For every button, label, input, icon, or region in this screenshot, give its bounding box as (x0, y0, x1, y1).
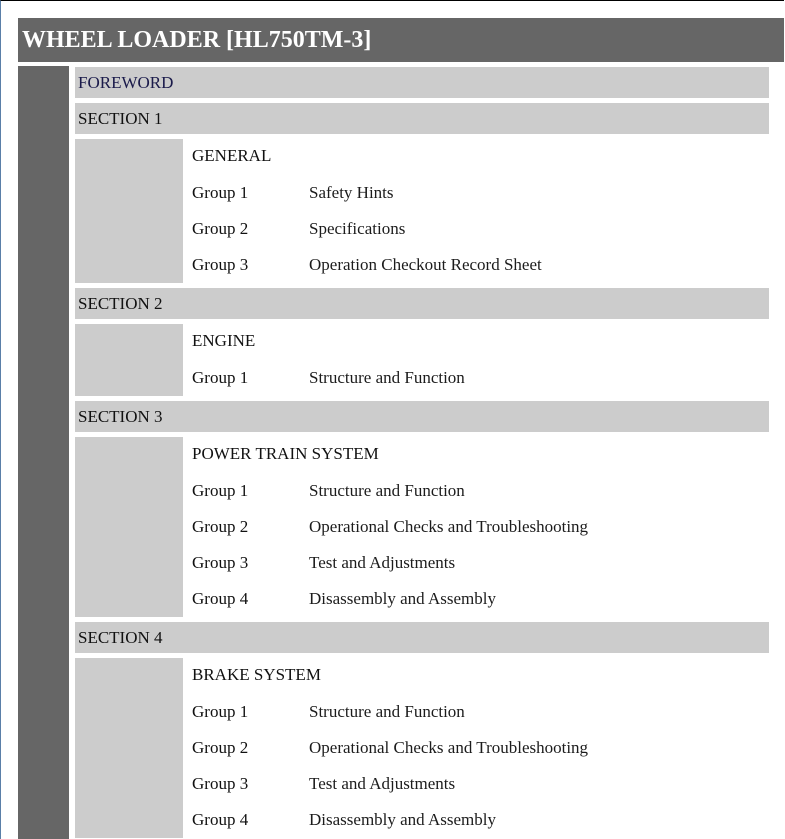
group-topic-link[interactable]: Test and Adjustments (309, 553, 456, 572)
group-topic-link[interactable]: Disassembly and Assembly (309, 810, 496, 829)
section-3-body (75, 437, 769, 617)
group-row[interactable] (192, 175, 769, 211)
group-row[interactable] (192, 360, 769, 396)
group-topic-link[interactable]: Structure and Function (309, 702, 465, 721)
group-topic-link[interactable]: Disassembly and Assembly (309, 589, 496, 608)
table-of-contents (75, 67, 769, 839)
section-4-body (75, 658, 769, 838)
section-3-header: SECTION 3 (75, 401, 769, 432)
group-topic-link[interactable]: Specifications (309, 219, 406, 238)
group-label: Group 3 (192, 553, 249, 572)
group-topic-link[interactable]: Structure and Function (309, 481, 465, 500)
section-2-header: SECTION 2 (75, 288, 769, 319)
group-row[interactable] (192, 473, 769, 509)
section-indent-block (75, 437, 183, 617)
group-label: Group 4 (192, 810, 249, 829)
foreword-link[interactable]: FOREWORD (75, 67, 769, 98)
group-label: Group 1 (192, 368, 249, 387)
section-2-entries (183, 324, 769, 396)
group-topic-link[interactable]: Operational Checks and Troubleshooting (309, 738, 589, 757)
group-row[interactable] (192, 694, 769, 730)
group-row[interactable] (192, 211, 769, 247)
group-label: Group 1 (192, 183, 249, 202)
group-label: Group 1 (192, 481, 249, 500)
section-2-body (75, 324, 769, 396)
group-row[interactable] (192, 509, 769, 545)
group-label: Group 2 (192, 219, 249, 238)
group-label: Group 4 (192, 589, 249, 608)
left-margin-strip (18, 66, 69, 839)
section-4-entries (183, 658, 769, 838)
group-topic-link[interactable]: Operational Checks and Troubleshooting (309, 517, 589, 536)
chapter-title-general: GENERAL (192, 146, 272, 165)
group-label: Group 2 (192, 738, 249, 757)
group-label: Group 3 (192, 774, 249, 793)
group-row[interactable] (192, 802, 769, 838)
group-row[interactable] (192, 247, 769, 283)
section-1-body (75, 139, 769, 283)
group-label: Group 1 (192, 702, 249, 721)
group-row[interactable] (192, 545, 769, 581)
group-row[interactable] (192, 766, 769, 802)
section-indent-block (75, 658, 183, 838)
chapter-title-engine: ENGINE (192, 331, 256, 350)
group-label: Group 3 (192, 255, 249, 274)
section-indent-block (75, 324, 183, 396)
group-topic-link[interactable]: Operation Checkout Record Sheet (309, 255, 542, 274)
group-topic-link[interactable]: Structure and Function (309, 368, 465, 387)
section-1-entries (183, 139, 769, 283)
group-row[interactable] (192, 730, 769, 766)
page-title: WHEEL LOADER [HL750TM-3] (18, 18, 784, 62)
chapter-title-power-train: POWER TRAIN SYSTEM (192, 444, 379, 463)
group-topic-link[interactable]: Safety Hints (309, 183, 394, 202)
section-indent-block (75, 139, 183, 283)
group-topic-link[interactable]: Test and Adjustments (309, 774, 456, 793)
group-row[interactable] (192, 581, 769, 617)
section-1-header: SECTION 1 (75, 103, 769, 134)
group-label: Group 2 (192, 517, 249, 536)
section-4-header: SECTION 4 (75, 622, 769, 653)
chapter-title-brake: BRAKE SYSTEM (192, 665, 321, 684)
section-3-entries (183, 437, 769, 617)
